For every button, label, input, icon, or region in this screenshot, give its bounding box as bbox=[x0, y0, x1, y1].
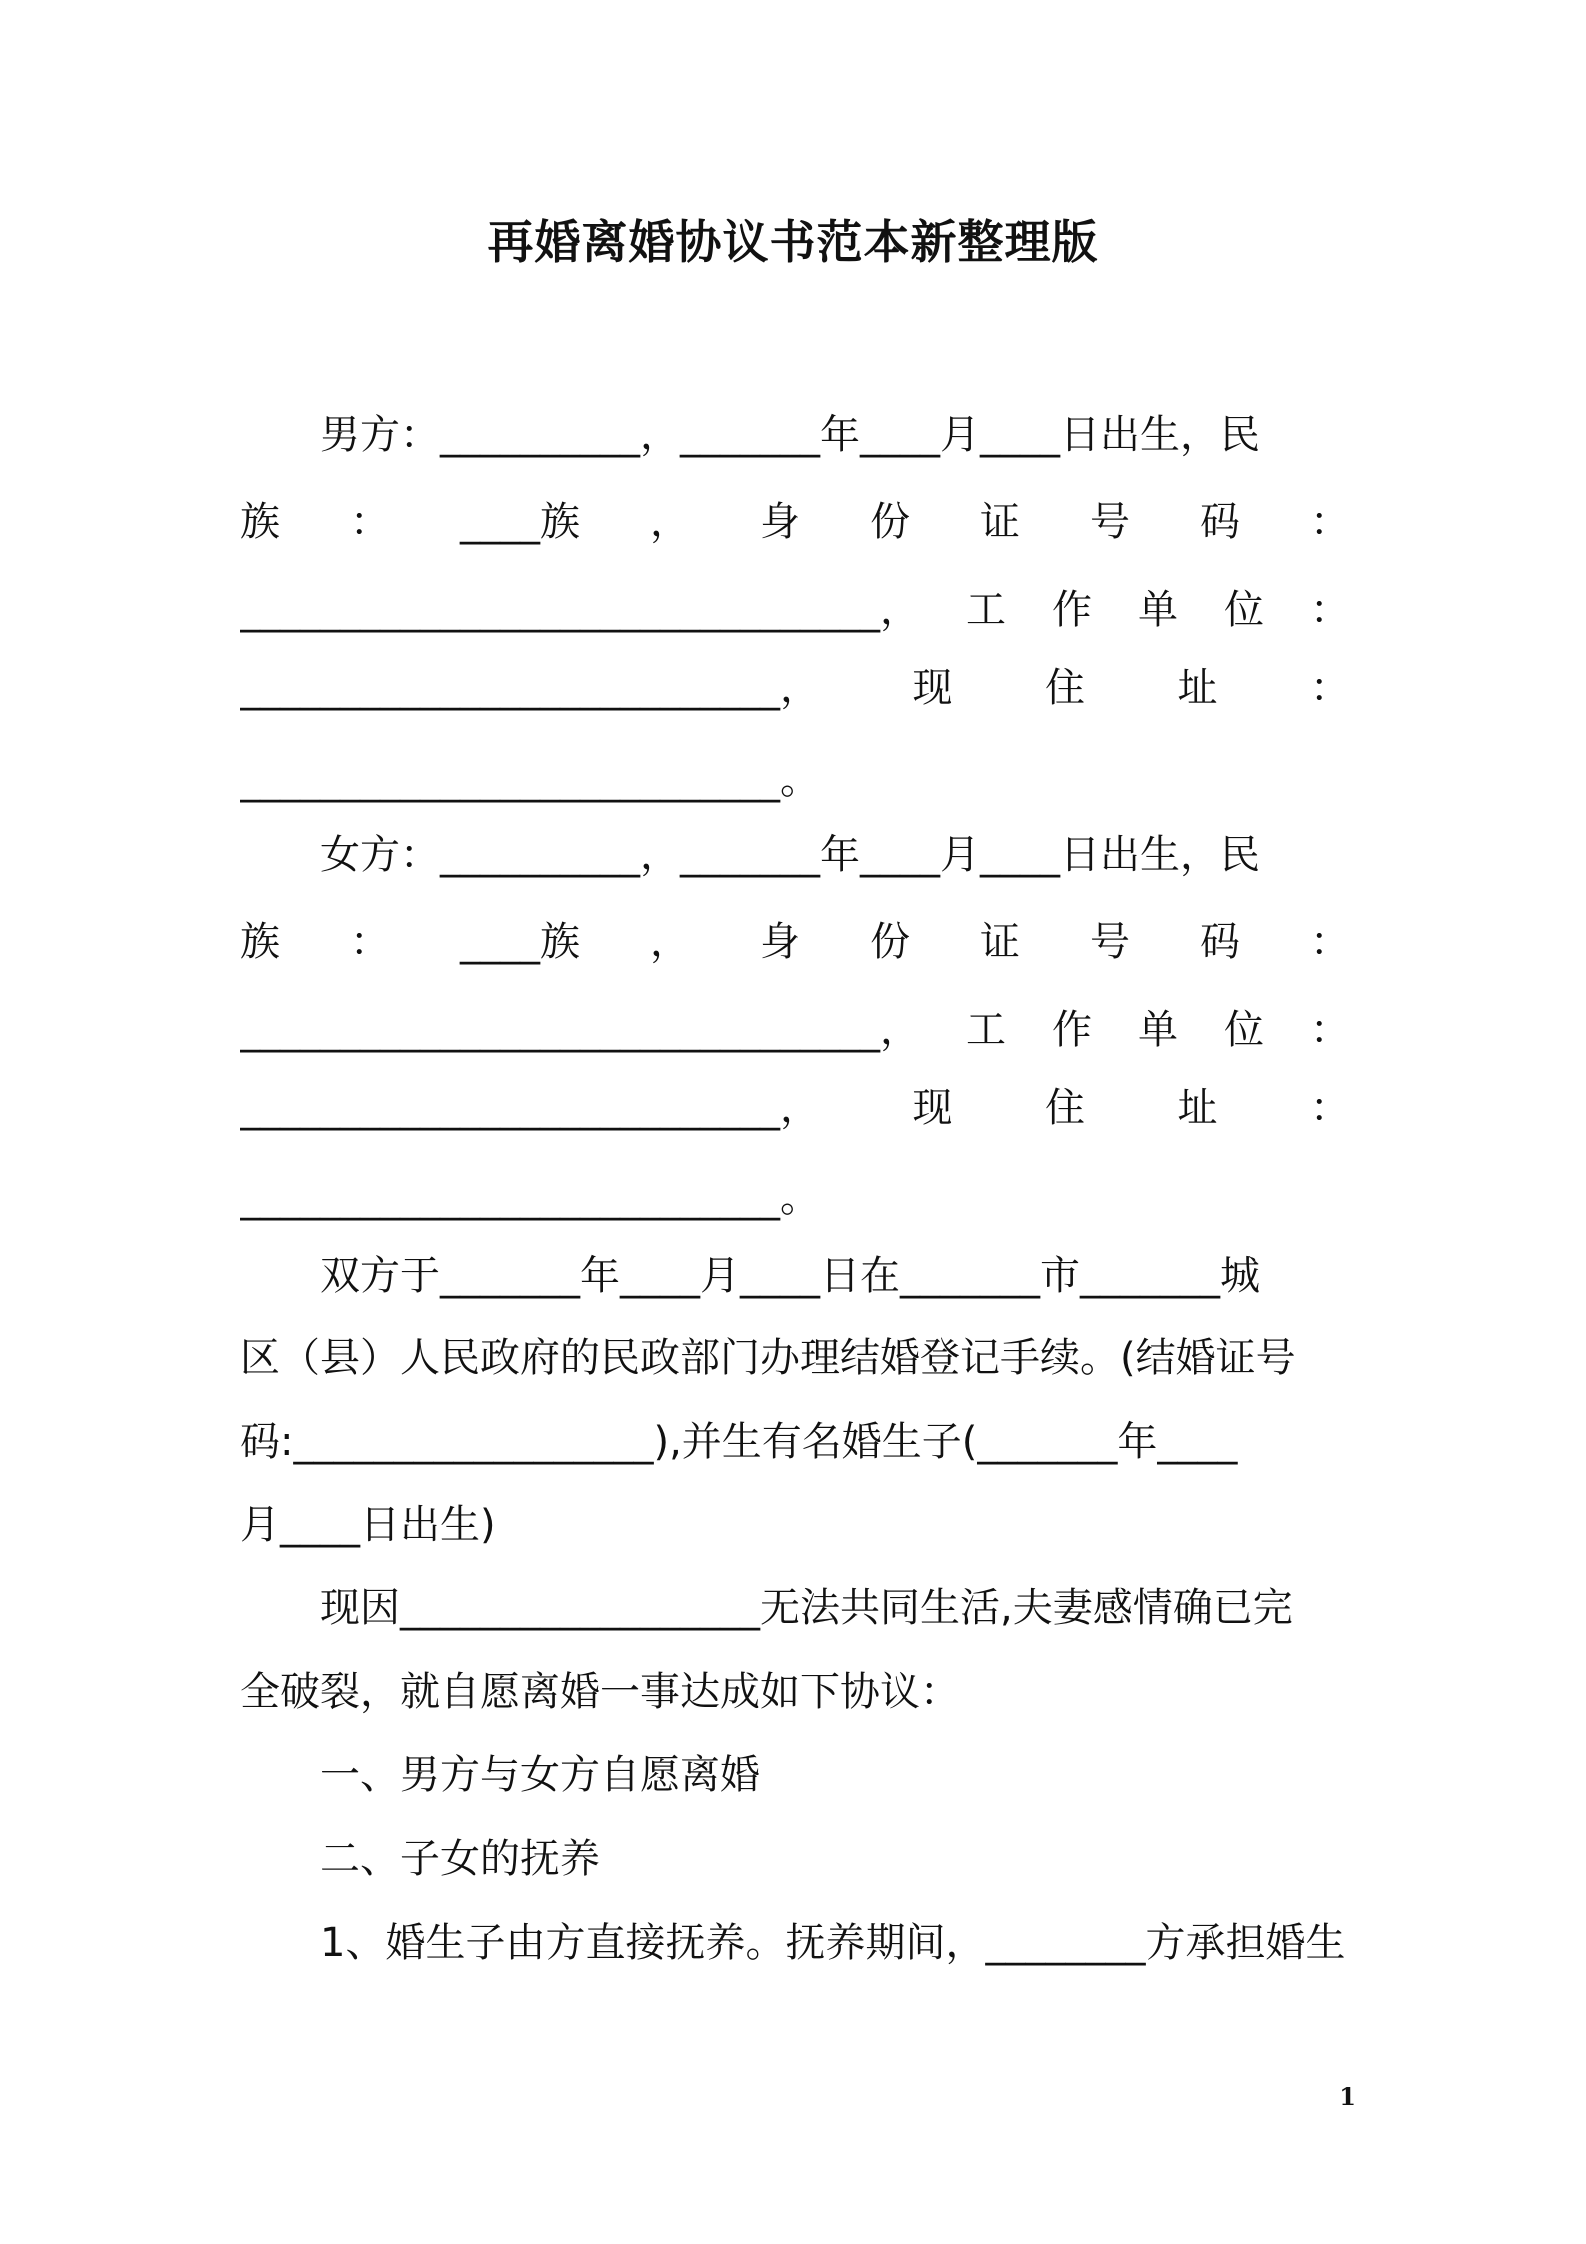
text-segment: 码 bbox=[1200, 499, 1240, 545]
text-segment: 族 bbox=[240, 499, 280, 545]
marriage-line-4: 月____日出生) bbox=[240, 1502, 496, 1548]
text-segment: 证 bbox=[980, 499, 1020, 545]
page-number: 1 bbox=[1339, 2082, 1356, 2111]
text-segment: 码 bbox=[1200, 919, 1240, 965]
text-segment: 工 bbox=[966, 1007, 1006, 1053]
text-segment: ： bbox=[1310, 499, 1350, 545]
text-segment: 族 bbox=[240, 919, 280, 965]
text-segment: ： bbox=[1310, 1007, 1350, 1053]
text-segment: ： bbox=[350, 499, 390, 545]
text-segment: 位 bbox=[1224, 1007, 1264, 1053]
text-segment: ： bbox=[350, 919, 390, 965]
marriage-line-2: 区（县）人民政府的民政部门办理结婚登记手续。(结婚证号 bbox=[240, 1335, 1296, 1381]
text-segment: 证 bbox=[980, 919, 1020, 965]
marriage-line-3: 码:__________________),并生有名婚生子(_______年____ bbox=[240, 1419, 1238, 1465]
text-segment: 号 bbox=[1090, 499, 1130, 545]
text-segment: 身 bbox=[760, 499, 800, 545]
text-segment: ： bbox=[1310, 587, 1350, 633]
male-line-4 bbox=[240, 658, 1350, 718]
text-segment: 号 bbox=[1090, 919, 1130, 965]
text-segment: ： bbox=[1310, 1085, 1350, 1131]
clause-2-1: 1、婚生子由方直接抚养。抚养期间，________方承担婚生 bbox=[320, 1920, 1346, 1966]
text-segment: 身 bbox=[760, 919, 800, 965]
text-segment: 住 bbox=[1045, 665, 1085, 711]
text-segment: 单 bbox=[1138, 587, 1178, 633]
text-segment: 址 bbox=[1177, 665, 1218, 711]
reason-line-1: 现因__________________无法共同生活,夫妻感情确已完 bbox=[320, 1585, 1293, 1631]
text-segment: ____族 bbox=[460, 499, 580, 545]
male-line-5: ___________________________。 bbox=[240, 757, 820, 803]
text-segment: 单 bbox=[1138, 1007, 1178, 1053]
text-segment: 份 bbox=[870, 499, 910, 545]
male-line-3 bbox=[240, 580, 1350, 640]
reason-line-2: 全破裂，就自愿离婚一事达成如下协议： bbox=[240, 1669, 960, 1715]
text-segment: 住 bbox=[1045, 1085, 1085, 1131]
text-segment: 址 bbox=[1177, 1085, 1218, 1131]
text-segment: 现 bbox=[912, 665, 953, 711]
document-title: 再婚离婚协议书范本新整理版 bbox=[487, 215, 1099, 269]
text-segment: 作 bbox=[1052, 587, 1092, 633]
text-segment: 工 bbox=[966, 587, 1006, 633]
text-segment: ： bbox=[1310, 919, 1350, 965]
female-line-3 bbox=[240, 1000, 1350, 1060]
text-segment: 份 bbox=[870, 919, 910, 965]
female-line-5: ___________________________。 bbox=[240, 1175, 820, 1221]
marriage-line-1: 双方于_______年____月____日在_______市_______城 bbox=[320, 1253, 1260, 1299]
clause-2: 二、子女的抚养 bbox=[320, 1836, 600, 1882]
text-segment: ____族 bbox=[460, 919, 580, 965]
female-line-2 bbox=[240, 912, 1350, 972]
female-line-1: 女方：__________，_______年____月____日出生，民 bbox=[320, 832, 1260, 878]
female-line-4 bbox=[240, 1078, 1350, 1138]
text-segment: 作 bbox=[1052, 1007, 1092, 1053]
text-segment: ___________________________， bbox=[240, 665, 820, 711]
text-segment: ， bbox=[650, 919, 690, 965]
text-segment: 位 bbox=[1224, 587, 1264, 633]
male-line-2 bbox=[240, 492, 1350, 552]
text-segment: 现 bbox=[912, 1085, 953, 1131]
male-line-1: 男方：__________，_______年____月____日出生，民 bbox=[320, 412, 1260, 458]
text-segment: ： bbox=[1310, 665, 1350, 711]
text-segment: ___________________________， bbox=[240, 1085, 820, 1131]
clause-1: 一、男方与女方自愿离婚 bbox=[320, 1752, 760, 1798]
text-segment: ________________________________， bbox=[240, 1007, 920, 1053]
text-segment: ________________________________， bbox=[240, 587, 920, 633]
text-segment: ， bbox=[650, 499, 690, 545]
